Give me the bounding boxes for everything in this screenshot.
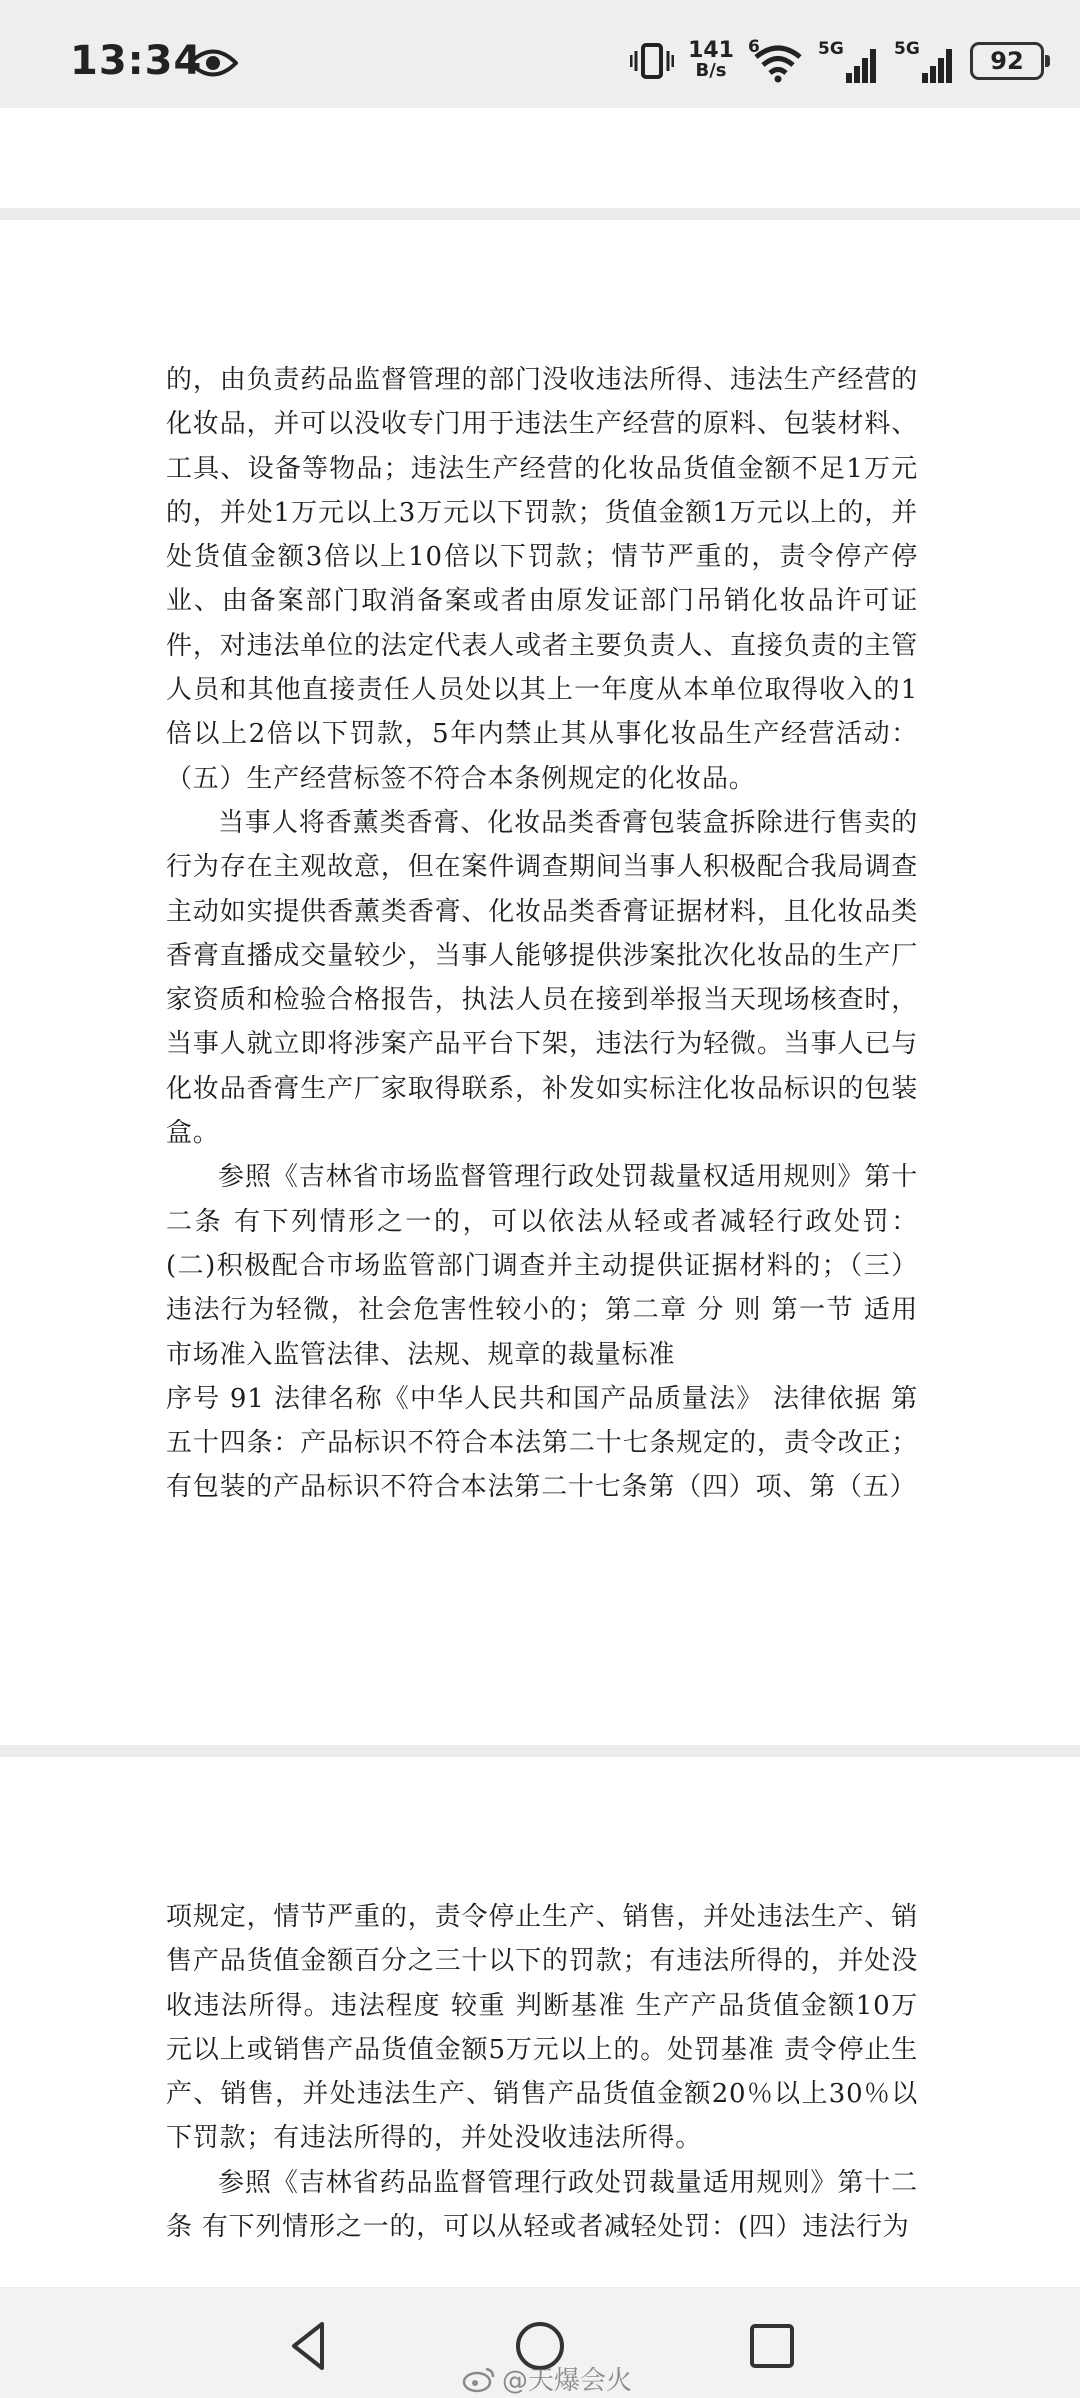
sim2-label: 5G [894,39,920,59]
sim1-signal [818,39,880,83]
paragraph: 序号 91 法律名称《中华人民共和国产品质量法》 法律依据 第五十四条：产品标识不符合本法第二十七条规定的，责令改正；有包装的产品标识不符合本法第二十七条第（四）项、第（五） [166,1383,918,1503]
network-speed-unit: B/s [695,60,727,81]
battery-indicator [970,42,1044,80]
paragraph: 当事人将香薰类香膏、化妆品类香膏包装盒拆除进行售卖的行为存在主观故意，但在案件调查期间当事人积极配合我局调查主动如实提供香薰类香膏、化妆品类香膏证据材料，且化妆品类香膏直播成交量较少，当事人能够提供涉案批次化妆品的生产厂家资质和检验合格报告，执法人员在接到举报当天现场核查时，当事人就立即将涉案产品平台下架，违法行为轻微。当事人已与化妆品香膏生产厂家取得联系，补发如实标注化妆品标识的包装盒。 [166,807,918,1149]
paragraph: 项规定，情节严重的，责令停止生产、销售，并处违法生产、销售产品货值金额百分之三十以下的罚款；有违法所得的，并处没收违法所得。违法程度 较重 判断基准 生产产品货值金额10万元以上或销售产品货值金额5万元以上的。处罚基准 责令停止生产、销售，并处违法生产、销售产品货值金额20％以上30％以下罚款；有违法所得的，并处没收违法所得。 [166,1902,918,2154]
sim1-label: 5G [818,39,844,59]
page-2-text [166,358,918,1510]
paragraph: 参照《吉林省市场监督管理行政处罚裁量权适用规则》第十二条 有下列情形之一的，可以依法从轻或者减轻行政处罚：(二)积极配合市场监管部门调查并主动提供证据材料的；（三）违法行为轻微，社会危害性较小的；第二章 分 则 第一节 适用市场准入监管法律、法规、规章的裁量标准 [166,1162,918,1370]
vibrate-icon [630,41,674,81]
wifi-icon [752,41,804,83]
page-3-text [166,1895,918,2249]
battery-level: 92 [990,47,1024,75]
paragraph: 的，由负责药品监督管理的部门没收违法所得、违法生产经营的化妆品，并可以没收专门用于违法生产经营的原料、包装材料、工具、设备等物品；违法生产经营的化妆品货值金额不足1万元的，并处1万元以上3万元以下罚款；货值金额1万元以上的，并处货值金额3倍以上10倍以下罚款；情节严重的，责令停产停业、由备案部门取消备案或者由原发证部门吊销化妆品许可证件，对违法单位的法定代表人或者主要负责人、直接负责的主管人员和其他直接责任人员处以其上一年度从本单位取得收入的1倍以上2倍以下罚款，5年内禁止其从事化妆品生产经营活动：（五）生产经营标签不符合本条例规定的化妆品。 [166,365,918,794]
weibo-watermark [462,2360,632,2397]
document-page-1 [0,108,1080,208]
document-page-2[interactable] [0,220,1080,1745]
wifi-indicator [748,39,804,83]
signal-icon [908,47,956,83]
paragraph: 参照《吉林省药品监督管理行政处罚裁量适用规则》第十二条 有下列情形之一的，可以从轻或者减轻处罚：(四）违法行为 [166,2167,918,2243]
back-button[interactable] [282,2318,338,2374]
sim2-signal [894,39,956,83]
watermark-text: @天爆会火 [502,2366,633,2396]
weibo-icon [462,2365,496,2393]
eye-icon [188,46,238,80]
status-bar [0,0,1080,108]
status-time: 13:34 [70,38,203,84]
status-icons [630,36,1044,86]
wifi-label: 6 [748,37,760,57]
signal-icon [832,47,880,83]
recents-button[interactable] [744,2318,800,2374]
network-speed-value: 141 [688,38,734,63]
network-speed [688,38,734,81]
document-page-3[interactable] [0,1757,1080,2287]
